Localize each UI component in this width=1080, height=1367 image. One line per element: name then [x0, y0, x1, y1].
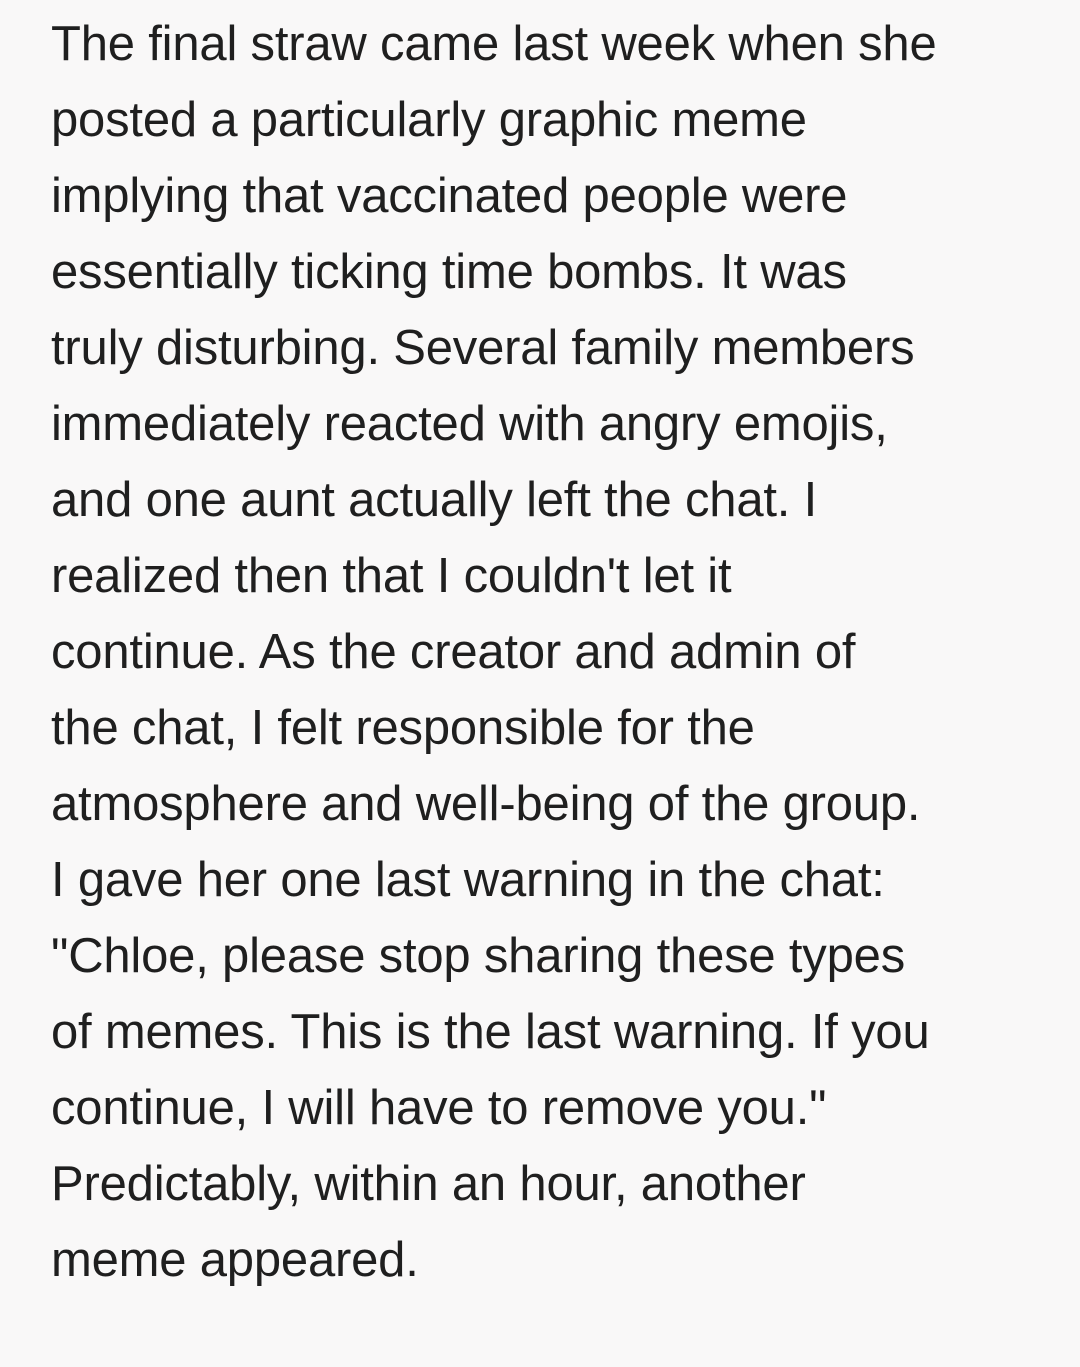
- text-line: posted a particularly graphic meme: [51, 93, 807, 147]
- text-line: and one aunt actually left the chat. I: [51, 473, 818, 527]
- text-line: meme appeared.: [51, 1233, 419, 1287]
- article-text: [51, 6, 1051, 1298]
- text-line: implying that vaccinated people were: [51, 169, 848, 223]
- text-line: immediately reacted with angry emojis,: [51, 397, 888, 451]
- text-line: "Chloe, please stop sharing these types: [51, 929, 906, 983]
- text-line: continue. As the creator and admin of: [51, 625, 856, 679]
- text-line: Predictably, within an hour, another: [51, 1157, 806, 1211]
- text-line: truly disturbing. Several family members: [51, 321, 915, 375]
- text-line: realized then that I couldn't let it: [51, 549, 732, 603]
- text-line: of memes. This is the last warning. If you: [51, 1005, 930, 1059]
- text-line: the chat, I felt responsible for the: [51, 701, 755, 755]
- text-line: continue, I will have to remove you.": [51, 1081, 827, 1135]
- text-line: atmosphere and well-being of the group.: [51, 777, 921, 831]
- text-line: essentially ticking time bombs. It was: [51, 245, 847, 299]
- text-line: I gave her one last warning in the chat:: [51, 853, 885, 907]
- text-line: The final straw came last week when she: [51, 17, 937, 71]
